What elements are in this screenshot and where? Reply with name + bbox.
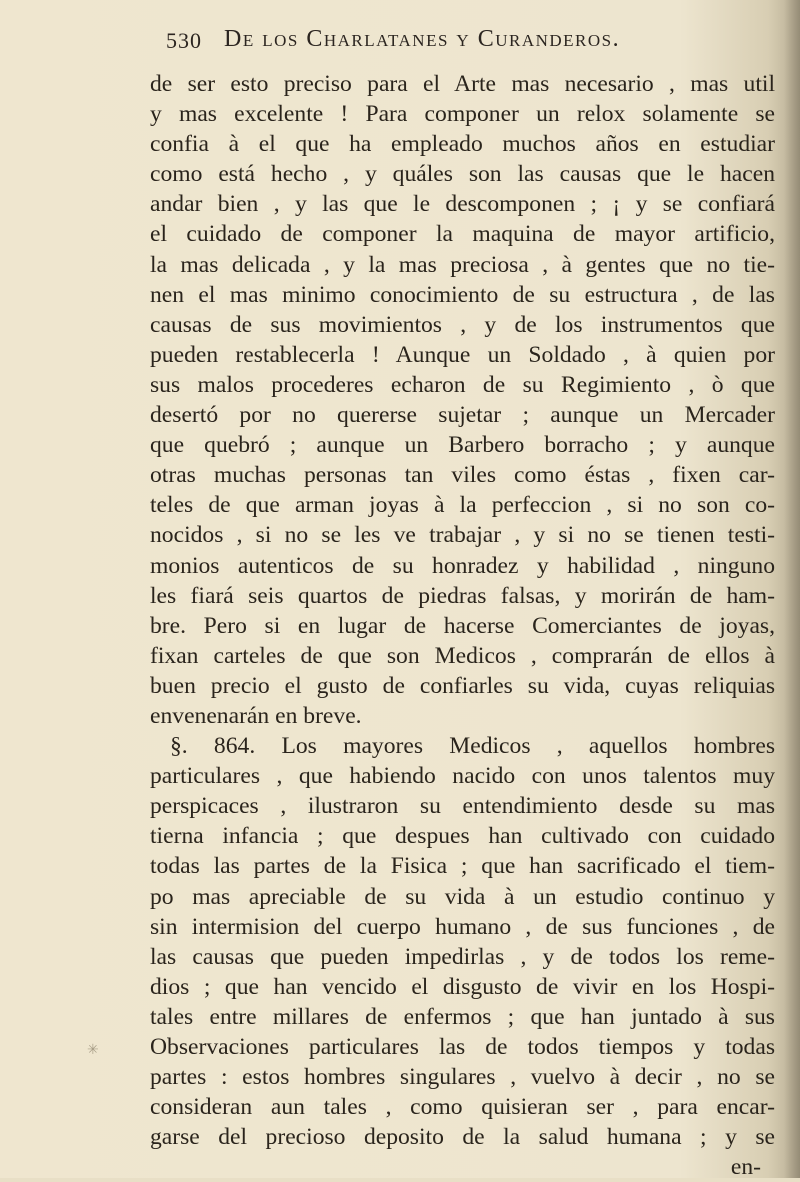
text-line: de ser esto preciso para el Arte mas necesario , mas util (150, 71, 775, 97)
catchword: en- (730, 1154, 761, 1181)
text-line: y mas excelente ! Para componer un relox solamente se (150, 101, 775, 128)
text-line: teles de que arman joyas à la perfeccion , si no son co- (150, 492, 775, 519)
text-line: como está hecho , y quáles son las causas que le hacen (150, 161, 775, 188)
paragraph-end-line: envenenarán en breve. (150, 702, 362, 729)
text-line: nen el mas minimo conocimiento de su estructura , de las (150, 281, 775, 308)
text-line: po mas apreciable de su vida à un estudio continuo y (150, 883, 775, 910)
page-header (166, 22, 726, 62)
text-line: fixan carteles de que son Medicos , comprarán de ellos à (150, 642, 775, 669)
text-line: consideran aun tales , como quisieran ser , para encar- (150, 1094, 775, 1121)
text-line: andar bien , y las que le descomponen ; ¡ y se confiará (150, 191, 775, 218)
text-line: les fiará seis quartos de piedras falsas, y morirán de ham- (150, 582, 775, 609)
text-line: pueden restablecerla ! Aunque un Soldado , à quien por (150, 341, 775, 368)
text-line: dios ; que han vencido el disgusto de vivir en los Hospi- (150, 973, 775, 1000)
text-line: otras muchas personas tan viles como éstas , fixen car- (150, 462, 775, 489)
text-line: monios autenticos de su honradez y habilidad , ninguno (150, 552, 775, 579)
text-line: tales entre millares de enfermos ; que han juntado à sus (150, 1003, 775, 1030)
text-line: las causas que pueden impedirlas , y de todos los reme- (150, 943, 775, 970)
text-line: tierna infancia ; que despues han cultivado con cuidado (150, 823, 775, 850)
text-line: sin intermision del cuerpo humano , de sus funciones , de (150, 913, 775, 940)
section-start-line: §. 864. Los mayores Medicos , aquellos hombres (170, 733, 775, 760)
text-line: todas las partes de la Fisica ; que han sacrificado el tiem- (150, 853, 775, 880)
text-line: partes : estos hombres singulares , vuelvo à decir , no se (150, 1064, 775, 1091)
text-line: la mas delicada , y la mas preciosa , à gentes que no tie- (150, 251, 775, 278)
text-line: buen precio el gusto de confiarles su vida, cuyas reliquias (150, 672, 775, 699)
text-line: sus malos procederes echaron de su Regimiento , ò que (150, 371, 775, 398)
text-line: desertó por no quererse sujetar ; aunque un Mercader (150, 402, 775, 429)
body-text (150, 69, 775, 1182)
text-line: particulares , que habiendo nacido con unos talentos muy (150, 763, 775, 790)
page-number: 530 (166, 28, 202, 53)
text-line: el cuidado de componer la maquina de mayor artificio, (150, 221, 775, 248)
running-head: De los Charlatanes y Curanderos. (224, 26, 621, 52)
page-edge-shadow (784, 0, 800, 1178)
text-line: confia à el que ha empleado muchos años en estudiar (150, 131, 775, 158)
text-line: que quebró ; aunque un Barbero borracho ; y aunque (150, 432, 775, 459)
text-line: garse del precioso deposito de la salud humana ; y se (150, 1124, 775, 1151)
text-line: nocidos , si no se les ve trabajar , y si no se tienen testi- (150, 522, 775, 549)
text-line: perspicaces , ilustraron su entendimiento desde su mas (150, 793, 775, 820)
ink-speck-mark: ✳ (87, 1042, 99, 1058)
text-line: Observaciones particulares las de todos tiempos y todas (150, 1034, 775, 1060)
text-line: causas de sus movimientos , y de los instrumentos que (150, 311, 775, 338)
text-line: bre. Pero si en lugar de hacerse Comerciantes de joyas, (150, 612, 775, 639)
